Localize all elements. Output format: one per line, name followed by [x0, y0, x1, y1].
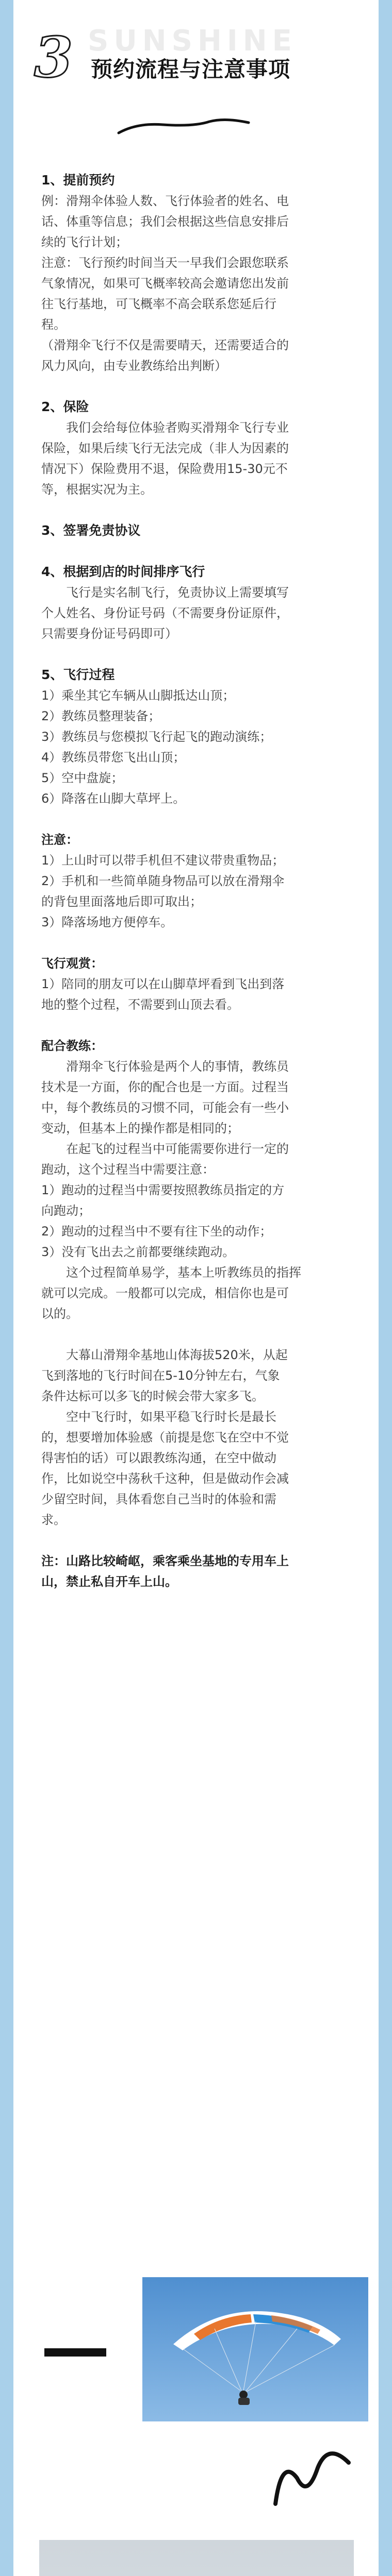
spacer: [41, 1324, 356, 1345]
base-text: [41, 1345, 356, 1530]
text-line: 个人姓名、身份证号码（不需要身份证原件，: [41, 606, 289, 620]
order-text: [41, 582, 356, 644]
list-item: 2）手机和一些简单随身物品可以放在滑翔伞: [41, 874, 285, 888]
text-line: 求。: [41, 1513, 66, 1527]
text-line: 只需要身份证号码即可）: [41, 626, 177, 641]
paraglider-sky-illustration: [142, 2277, 368, 2421]
list-item: 3）教练员与您模拟飞行起飞的跑动演练；: [41, 730, 272, 744]
list-item: 1）跑动的过程当中需要按照教练员指定的方: [41, 1183, 285, 1197]
section-heading-waiver: 3、签署免责协议: [41, 523, 141, 538]
text-line: 风力风向，由专业教练给出判断）: [41, 359, 227, 373]
text-line: 在起飞的过程当中可能需要你进行一定的: [66, 1142, 289, 1156]
wave-decoration: [271, 2447, 354, 2509]
road-warning: [41, 1551, 356, 1592]
text-line: 空中飞行时，如果平稳飞行时长是最长: [66, 1410, 276, 1424]
text-line: 注意：飞行预约时间当天一早我们会跟您联系: [41, 256, 289, 270]
text-line: 中，每个教练员的习惯不同，可能会有一些小: [41, 1100, 289, 1115]
brush-underline-decoration: [117, 117, 251, 138]
coach-text: [41, 1056, 356, 1324]
text-line: 程。: [41, 317, 66, 332]
text-line: 滑翔伞飞行体验是两个人的事情，教练员: [66, 1059, 289, 1074]
text-line: 气象情况，如果可飞概率较高会邀请您出发前: [41, 276, 289, 291]
text-line: 跑动，这个过程当中需要注意：: [41, 1162, 215, 1177]
text-line: 以的。: [41, 1307, 78, 1321]
text-line: 大幕山滑翔伞基地山体海拔520米，从起: [66, 1348, 288, 1362]
insurance-text: [41, 417, 356, 500]
list-item: 3）没有飞出去之前都要继续跑动。: [41, 1245, 235, 1259]
text-line: 就可以完成。一般都可以完成，相信你也是可: [41, 1286, 289, 1300]
section-heading-insurance: 2、保险: [41, 399, 89, 414]
text-line: 得害怕的话）可以跟教练沟通，在空中做动: [41, 1451, 276, 1465]
text-line: 的，想要增加体验感（前提是您飞在空中不觉: [41, 1430, 289, 1445]
text-line: （滑翔伞飞行不仅是需要晴天，还需要适合的: [41, 338, 289, 352]
dash-decoration: [44, 2348, 106, 2357]
text-line: 往飞行基地，可飞概率不高会联系您延后行: [41, 297, 276, 311]
text-line: 我们会给每位体验者购买滑翔伞飞行专业: [66, 420, 289, 435]
section-heading-notice: 注意：: [41, 833, 78, 847]
section-heading-process: 5、飞行过程: [41, 667, 115, 682]
list-item: 2）教练员整理装备；: [41, 709, 161, 723]
list-item: 2）跑动的过程当中不要有往下坐的动作；: [41, 1224, 272, 1239]
text-line: 等，根据实况为主。: [41, 482, 153, 497]
paraglider-sky-photo: [142, 2277, 368, 2421]
list-item: 1）上山时可以带手机但不建议带贵重物品；: [41, 853, 285, 868]
section-heading-booking: 1、提前预约: [41, 173, 115, 188]
watching-list: [41, 974, 356, 1015]
warning-line: 注：山路比较崎岖，乘客乘坐基地的专用车上: [41, 1554, 289, 1568]
section-heading-order: 4、根据到店的时间排序飞行: [41, 564, 205, 579]
text-line: 作，比如说空中荡秋千这种，但是做动作会减: [41, 1471, 289, 1486]
list-item: 的背包里面落地后即可取出；: [41, 894, 202, 909]
list-item: 1）乘坐其它车辆从山脚抵达山顶；: [41, 688, 235, 703]
warning-line: 山，禁止私自开车上山。: [41, 1574, 177, 1589]
text-line: 飞行是实名制飞行，免责协议上需要填写: [66, 585, 289, 600]
watermark-text: SUNSHINE: [88, 24, 297, 58]
list-item: 4）教练员带您飞出山顶；: [41, 750, 186, 765]
list-item: 地的整个过程，不需要到山顶去看。: [41, 997, 239, 1012]
process-list: [41, 685, 356, 809]
section-heading-coach: 配合教练：: [41, 1039, 103, 1053]
main-content: [41, 170, 356, 1592]
text-line: 技术是一方面，你的配合也是一方面。过程当: [41, 1080, 289, 1094]
text-line: 少留空时间，具体看您自己当时的体验和需: [41, 1492, 276, 1506]
list-item: 1）陪同的朋友可以在山脚草坪看到飞出到落: [41, 977, 285, 991]
page-title: 预约流程与注意事项: [91, 57, 291, 82]
content-card: [13, 0, 379, 2576]
list-item: 向跑动；: [41, 1204, 91, 1218]
text-line: 条件达标可以多飞的时候会带大家多飞。: [41, 1389, 264, 1403]
text-line: 保险，如果后续飞行无法完成（非人为因素的: [41, 441, 289, 455]
text-line: 情况下）保险费用不退，保险费用15-30元不: [41, 462, 288, 476]
section-number: 3: [34, 25, 73, 90]
booking-text: [41, 191, 356, 376]
header: [13, 0, 379, 155]
text-line: 例：滑翔伞体验人数、飞行体验者的姓名、电: [41, 194, 289, 208]
text-line: 变动，但基本上的操作都是相同的；: [41, 1121, 239, 1136]
list-item: 5）空中盘旋；: [41, 771, 124, 785]
spacer: [41, 1530, 356, 1551]
list-item: 3）降落场地方便停车。: [41, 915, 173, 929]
list-item: 6）降落在山脚大草坪上。: [41, 791, 186, 806]
paraglider-landing-illustration: [39, 2540, 354, 2576]
text-line: 话、体重等信息；我们会根据这些信息安排后: [41, 214, 289, 229]
paraglider-landing-photo: [39, 2540, 354, 2576]
text-line: 续的飞行计划；: [41, 235, 128, 249]
section-heading-watching: 飞行观赏：: [41, 956, 103, 971]
notice-list: [41, 850, 356, 933]
text-line: 这个过程简单易学，基本上听教练员的指挥: [66, 1265, 301, 1280]
text-line: 飞到落地的飞行时间在5-10分钟左右，气象: [41, 1368, 280, 1383]
